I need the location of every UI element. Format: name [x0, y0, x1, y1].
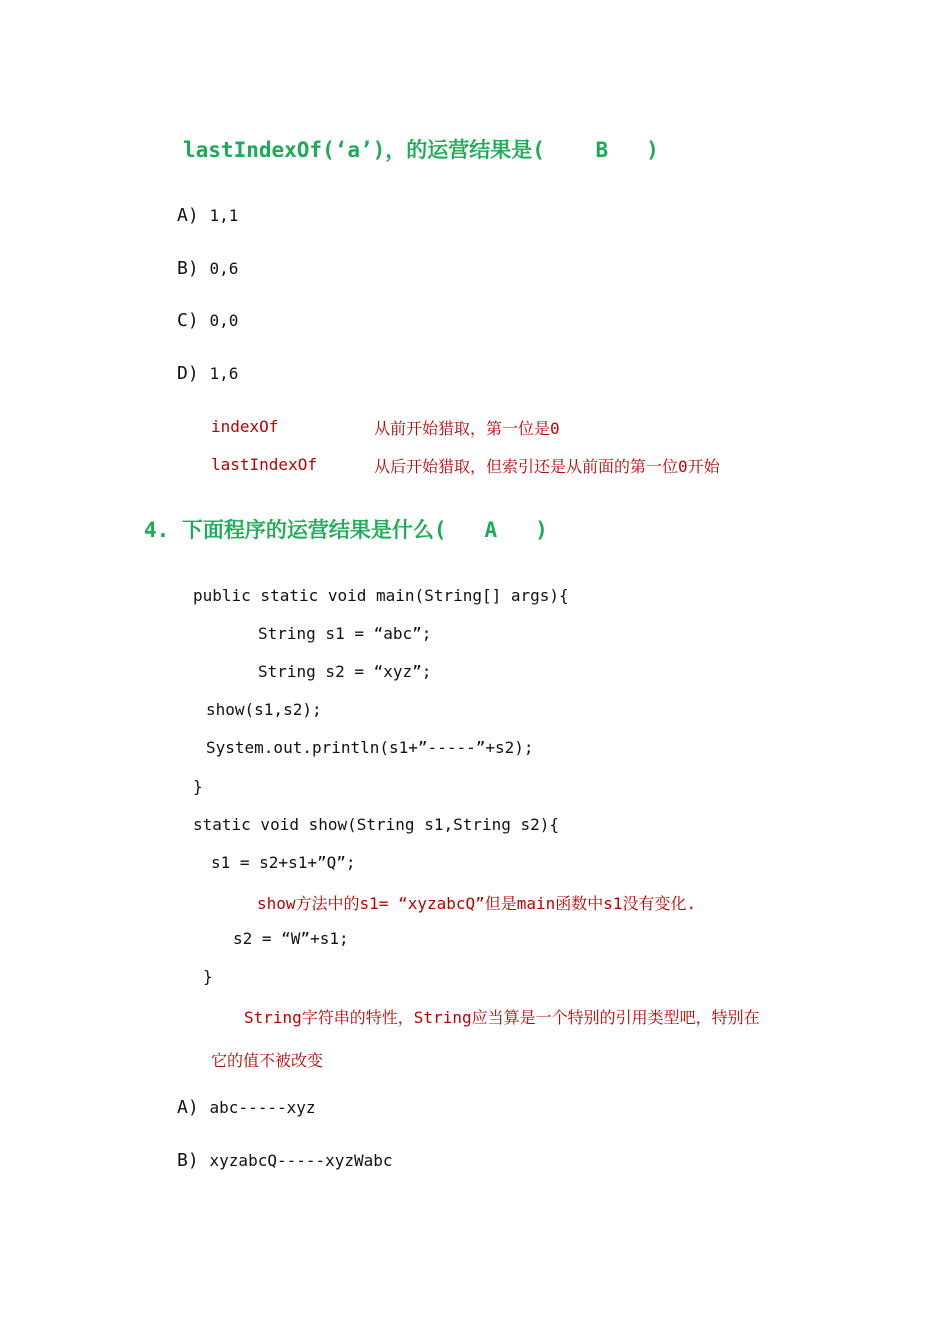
code-line: } [203, 967, 213, 986]
option-value: abc-----xyz [209, 1098, 316, 1117]
question-4-heading: 4. 下面程序的运营结果是什么( A ) [144, 518, 548, 542]
code-line: System.out.println(s1+”-----”+s2); [206, 738, 534, 757]
note-term: indexOf [211, 417, 279, 436]
explanation-line: 它的值不被改变 [211, 1051, 324, 1070]
option-label: A) [177, 1097, 199, 1118]
note-description: 从后开始猎取，但索引还是从前面的第一位0开始 [374, 457, 720, 476]
option-label: A) [177, 205, 199, 226]
option-value: 0,0 [209, 311, 239, 330]
option-value: 1,6 [209, 364, 239, 383]
option-label: D) [177, 363, 199, 384]
question-3-heading: lastIndexOf(‘a’)，的运营结果是( B ) [183, 138, 659, 162]
option-a [177, 1097, 316, 1118]
option-label: B) [177, 258, 199, 279]
option-value: xyzabcQ-----xyzWabc [209, 1151, 393, 1170]
code-line: String s2 = “xyz”; [258, 662, 432, 681]
option-label: C) [177, 310, 199, 331]
option-d [177, 363, 238, 384]
option-b [177, 258, 238, 279]
code-line: String s1 = “abc”; [258, 624, 432, 643]
option-c [177, 310, 238, 331]
option-value: 0,6 [209, 259, 239, 278]
code-line: show(s1,s2); [206, 700, 322, 719]
code-line: public static void main(String[] args){ [193, 586, 569, 605]
code-line: s2 = “W”+s1; [233, 929, 349, 948]
code-line: static void show(String s1,String s2){ [193, 815, 560, 834]
explanation-line: String字符串的特性，String应当算是一个特别的引用类型吧，特别在 [244, 1008, 760, 1027]
note-term: lastIndexOf [211, 455, 317, 474]
code-annotation: show方法中的s1= “xyzabcQ”但是main函数中s1没有变化. [257, 894, 697, 913]
code-line: s1 = s2+s1+”Q”; [211, 853, 356, 872]
code-line: } [193, 777, 203, 796]
note-description: 从前开始猎取，第一位是0 [374, 419, 560, 438]
option-a [177, 205, 238, 226]
option-label: B) [177, 1150, 199, 1171]
option-value: 1,1 [209, 206, 239, 225]
option-b [177, 1150, 393, 1171]
